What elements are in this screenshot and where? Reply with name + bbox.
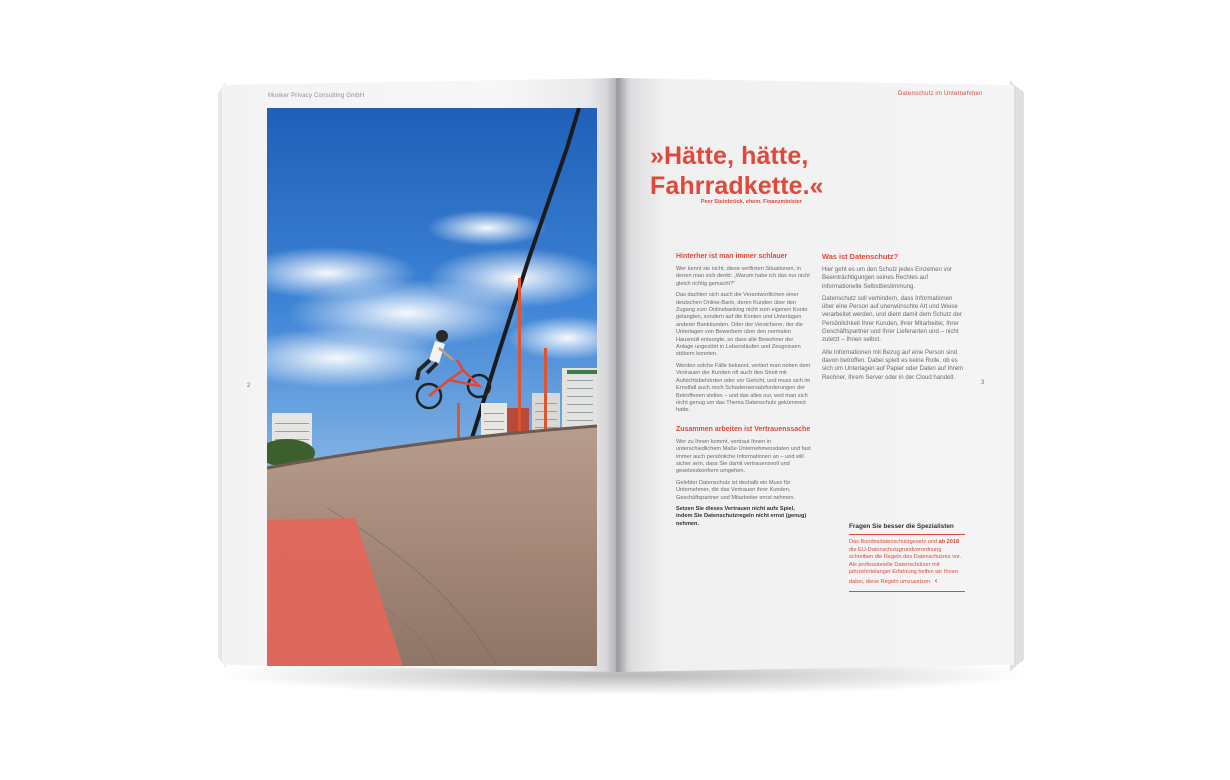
headline-quote [650,141,900,201]
sidebar-body-bold: ab 2018 [938,539,960,545]
sidebar-title: Fragen Sie besser die Spezialisten [849,523,965,535]
paragraph: Wer kennt sie nicht, diese verflixten Situationen, in denen man sich denkt: „Warum habe ich das nur nicht gleich richtig gemacht?" [676,266,810,287]
paragraph: Werden solche Fälle bekannt, verliert man neben dem Vertrauen der Kunden oft auch den Streit mit Aufsichtsbehörden oder vor Gericht, und muss sich im Ernstfall auch noch Schadensersatzforderungen der Betroffenen stellen – und das alles nur, weil man sich nicht genug um das Thema Datenschutz gekümmert hatte. [676,362,811,414]
paragraph: Gelebter Datenschutz ist deshalb ein Muss für Unternehmer, die das Vertrauen ihrer Kunden, Geschäftspartner und Mitarbeiter ernst nehmen. [676,479,796,501]
page-number-right: 3 [981,380,985,386]
specialists-sidebar [849,523,965,592]
sidebar-body [849,539,965,587]
sidebar-body-part-2: die EU-Datenschutzgrundverordnung schreiben die Regeln des Datenschutzes vor. Als professionelle Datenschützer mit jahrzehntelanger Erfahrung helfen wir Ihnen dabei, diese Regeln umzusetzen. [849,546,962,585]
bmx-photo-graphic [267,108,597,666]
paragraph: Das dachten sich auch die Verantwortlichen einer deutschen Online-Bank, deren Kunden über den Zugang zum Onlinebanking nicht zum eigenen Konto gelangten, sondern auf die Konten und Unterlagen anderer Bankkunden. Oder der Versicherer, der die Unterlagen von Bewerbern über den normalen Hausmüll entsorgte, so dass alle Bewohner der Anlage ungestört in Lebensläufen und Zeugnissen stöbern konnten. [676,292,808,358]
book-gutter [606,78,628,672]
headline-line-2: Fahrradkette.« [650,172,824,200]
section-title-datenschutz: Was ist Datenschutz? [822,252,899,261]
text-column-right [822,252,964,386]
headline-line-1: »Hätte, hätte, [650,142,809,170]
closing-statement: Setzen Sie dieses Vertrauen nicht aufs Spiel, indem Sie Datenschutzregeln nicht ernst (genug) nehmen. [676,505,807,527]
paragraph: Hier geht es um den Schutz jedes Einzelnen vor Beeinträchtigungen seines Rechtes auf informationelle Selbstbestimmung. [822,266,953,290]
paragraph: Wer zu Ihnen kommt, vertraut Ihnen in unterschiedlichem Maße Unternehmensdaten und fast immer auch persönliche Informationen an – und will sicher sein, dass Sie damit vertrauensvoll und gesetzeskonform umgehen. [676,438,811,475]
running-head-right: Datenschutz im Unternehmen [898,91,983,97]
page-number-left: 2 [247,383,251,389]
bmx-photo [267,108,597,666]
quote-attribution: Peer Steinbrück, ehem. Finanzminister [700,199,802,205]
paragraph: Alle Informationen mit Bezug auf eine Person sind davon betroffen. Dabei spielt es keine Rolle, ob es sich um Unterlagen auf Papier oder Daten auf Ihrem Rechner, Ihrem Server oder in der Cloud handelt. [822,348,964,381]
sidebar-body-part-1: Das Bundesdatenschutzgesetz und [849,539,938,545]
paragraph: Datenschutz soll verhindern, dass Informationen über eine Person auf unerwünschte Art und Weise verarbeitet werden, und dient damit dem Schutz der Persönlichkeit Ihrer Kunden, Ihrer Mitarbeiter, Ihrer Geschäftspartner und Ihrer Lieferanten und – nicht zuletzt – Ihnen selbst. [822,294,962,344]
running-head-left: Munker Privacy Consulting GmbH [268,93,365,99]
section-title-zusammen: Zusammen arbeiten ist Vertrauenssache [676,425,811,433]
chevron-left-icon: ‹ [934,575,938,585]
text-column-left [676,252,811,532]
section-title-hinterher: Hinterher ist man immer schlauer [676,253,788,260]
